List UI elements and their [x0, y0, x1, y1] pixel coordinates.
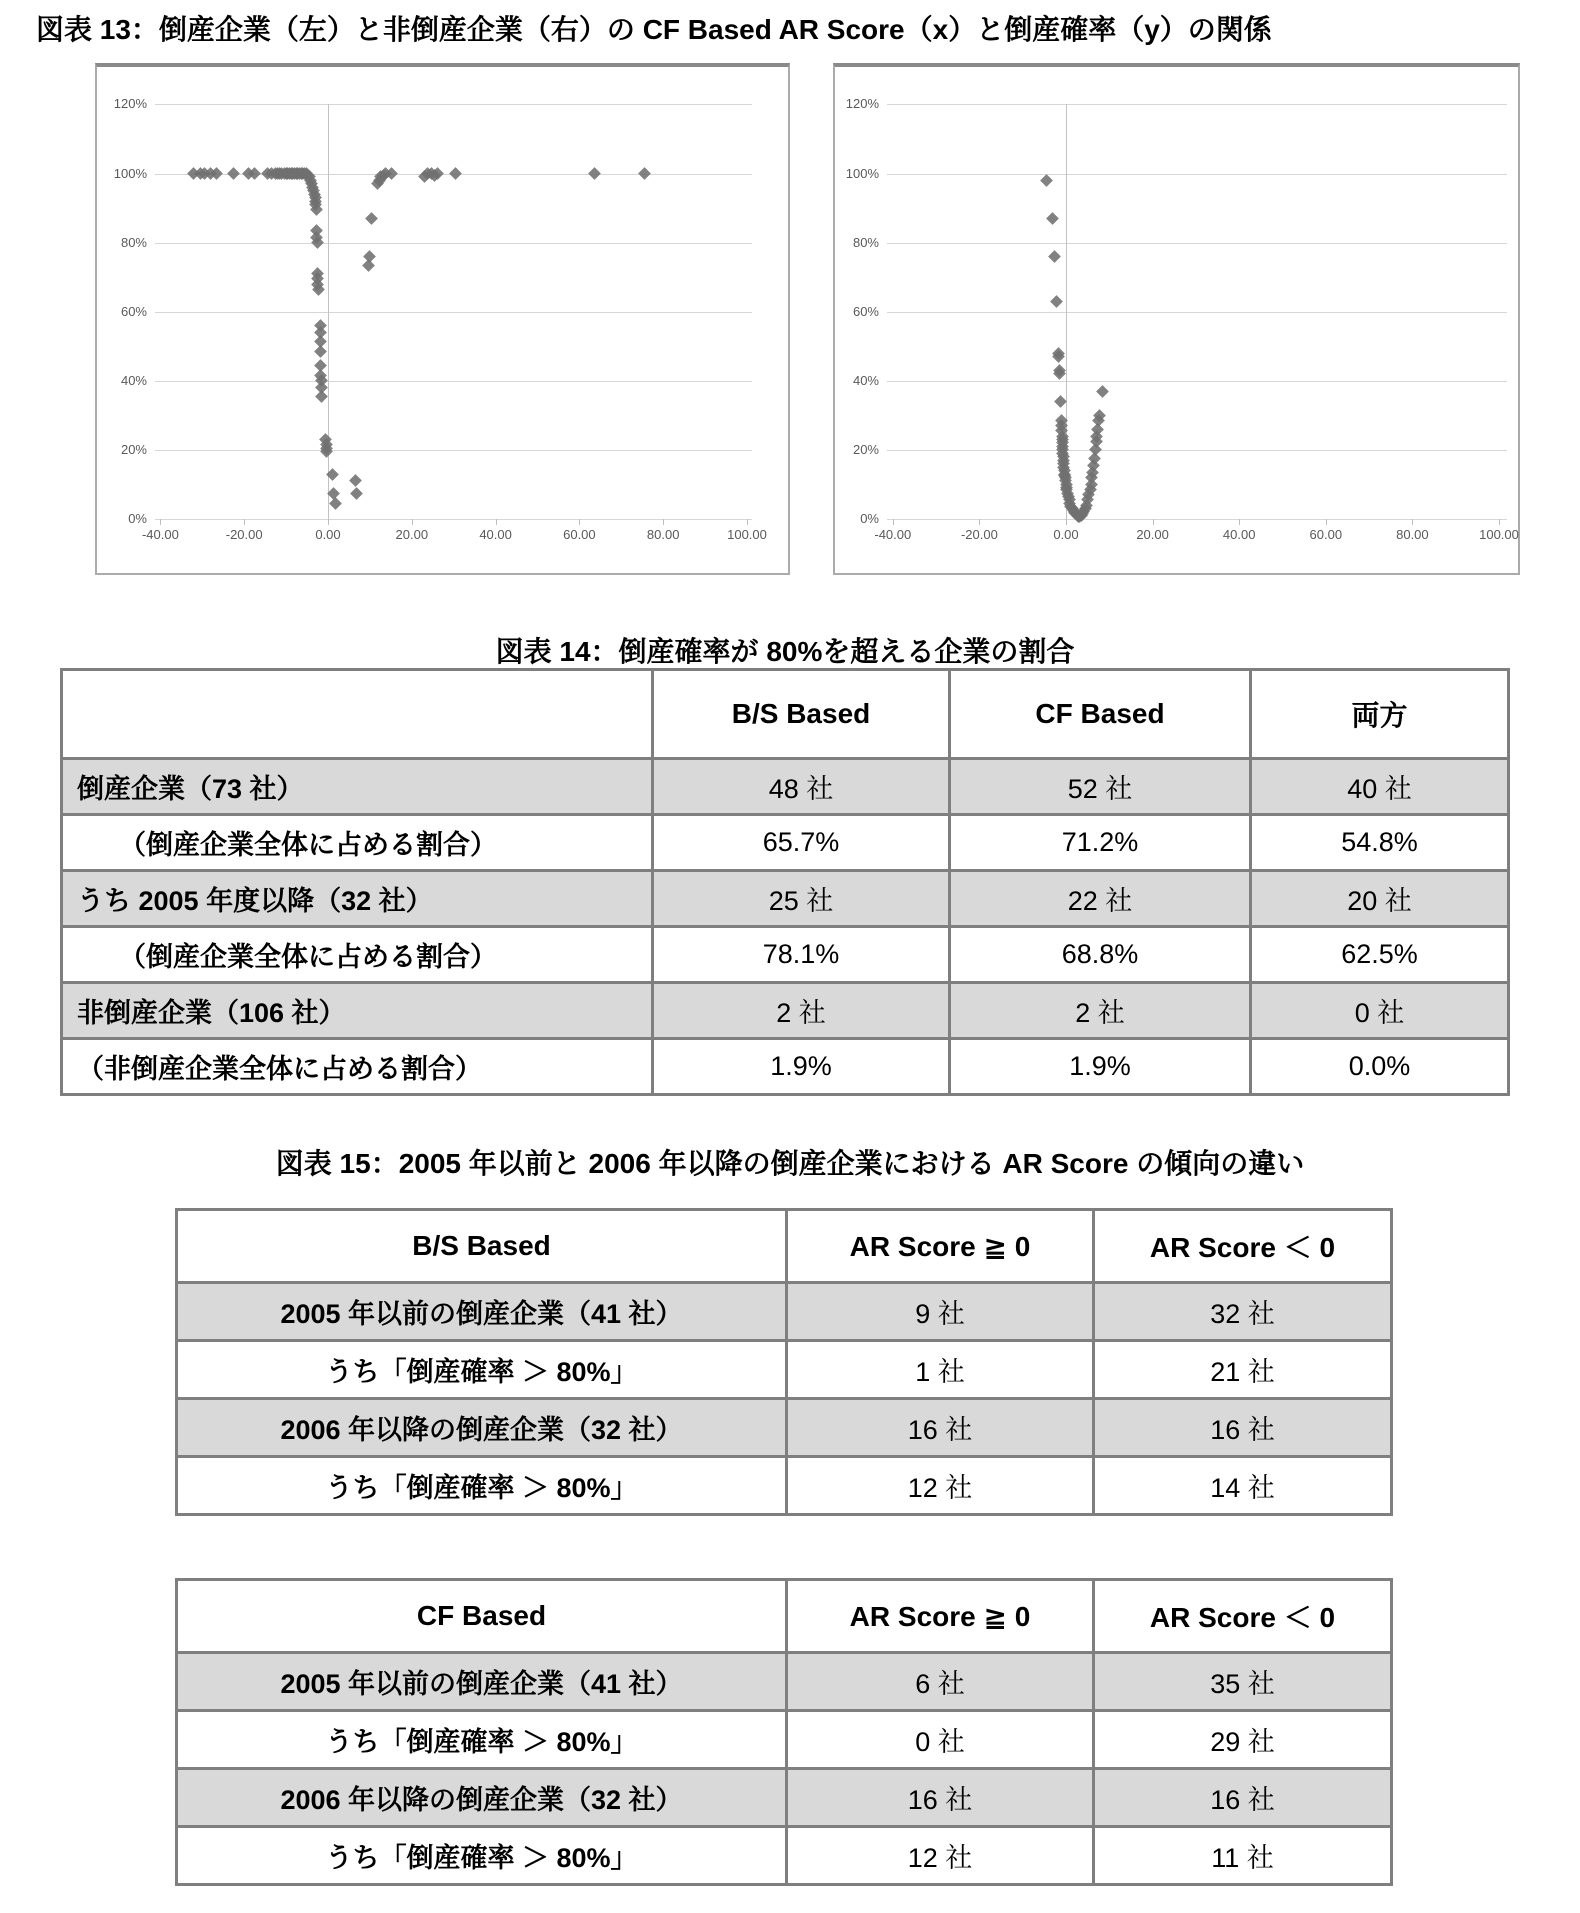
y-axis-tick-label: 20% — [852, 441, 879, 457]
x-axis-tick-label: 100.00 — [1479, 527, 1519, 542]
table-value-cell: 16 社 — [788, 1400, 1092, 1455]
x-axis-tick-label: 0.00 — [1053, 527, 1079, 542]
scatter-point — [449, 167, 462, 180]
table-value-cell: 2 社 — [654, 984, 948, 1037]
x-axis-tick — [1239, 519, 1240, 525]
table-value-cell: 14 社 — [1095, 1458, 1390, 1513]
x-axis-tick-label: -40.00 — [874, 527, 912, 542]
table-row-label: 非倒産企業（106 社） — [63, 984, 651, 1037]
x-axis-tick-label: -20.00 — [225, 527, 263, 542]
table-row-label: （非倒産企業全体に占める割合） — [63, 1040, 651, 1093]
y-axis-tick-label: 100% — [845, 165, 879, 181]
scatter-point — [350, 487, 363, 500]
nonbankrupt-scatter-chart — [833, 63, 1520, 575]
table-row-label: 2005 年以前の倒産企業（41 社） — [178, 1654, 785, 1709]
y-gridline — [887, 381, 1507, 382]
table-row-label: うち「倒産確率 ＞ 80%」 — [178, 1712, 785, 1767]
fig15-table-bs-based — [175, 1208, 1393, 1516]
y-axis-tick-label: 0% — [860, 511, 879, 526]
table-row-label: うち「倒産確率 ＞ 80%」 — [178, 1342, 785, 1397]
y-gridline — [155, 243, 752, 244]
y-gridline — [155, 450, 752, 451]
x-axis-tick — [893, 519, 894, 525]
y-gridline — [155, 381, 752, 382]
table-row-label: 2006 年以降の倒産企業（32 社） — [178, 1770, 785, 1825]
table-value-cell: 1.9% — [654, 1040, 948, 1093]
y-axis-tick-label: 120% — [113, 96, 147, 112]
scatter-point — [1040, 174, 1053, 187]
table-value-cell: 21 社 — [1095, 1342, 1390, 1397]
y-axis-tick-label: 80% — [120, 234, 147, 250]
table-value-cell: 0 社 — [1252, 984, 1507, 1037]
scatter-point — [329, 497, 342, 510]
scatter-point — [366, 212, 379, 225]
fig15-title: 図表 15：2005 年以前と 2006 年以降の倒産企業における AR Score の傾向の違い — [275, 1148, 1305, 1179]
x-axis-tick-label: 60.00 — [1309, 527, 1343, 542]
table-value-cell: 32 社 — [1095, 1284, 1390, 1339]
y-axis-tick-label: 120% — [845, 96, 879, 112]
x-axis-tick-label: 100.00 — [727, 527, 767, 542]
table-value-cell: 11 社 — [1095, 1828, 1390, 1883]
scatter-point — [314, 345, 327, 358]
scatter-point — [349, 475, 362, 488]
scatter-point — [1046, 212, 1059, 225]
table-value-cell: 1 社 — [788, 1342, 1092, 1397]
bankrupt-scatter-chart — [95, 63, 790, 575]
x-axis-tick — [579, 519, 580, 525]
table-value-cell: 25 社 — [654, 872, 948, 925]
table-header-cell: AR Score ＜ 0 — [1095, 1581, 1390, 1651]
table-header-cell: 両方 — [1252, 671, 1507, 757]
x-axis-tick-label: 40.00 — [1222, 527, 1256, 542]
table-header-cell: AR Score ＜ 0 — [1095, 1211, 1390, 1281]
scatter-point — [1050, 295, 1063, 308]
table-value-cell: 16 社 — [1095, 1770, 1390, 1825]
table-value-cell: 35 社 — [1095, 1654, 1390, 1709]
table-header-cell — [63, 671, 651, 757]
fig14-table — [60, 668, 1510, 1096]
scatter-point — [227, 167, 240, 180]
x-axis-tick-label: -20.00 — [960, 527, 998, 542]
x-axis-tick — [979, 519, 980, 525]
x-axis-tick — [412, 519, 413, 525]
x-axis-tick-label: -40.00 — [141, 527, 179, 542]
y-axis-tick-label: 60% — [852, 303, 879, 319]
y-gridline — [155, 104, 752, 105]
table-value-cell: 48 社 — [654, 760, 948, 813]
fig15-table-cf-based — [175, 1578, 1393, 1886]
table-value-cell: 12 社 — [788, 1828, 1092, 1883]
table-value-cell: 2 社 — [951, 984, 1249, 1037]
table-row-label: （倒産企業全体に占める割合） — [63, 816, 651, 869]
y-axis-tick-label: 0% — [128, 511, 147, 526]
table-header-cell: AR Score ≧ 0 — [788, 1581, 1092, 1651]
x-axis-tick-label: 20.00 — [395, 527, 429, 542]
y-gridline — [887, 450, 1507, 451]
scatter-point — [315, 390, 328, 403]
x-axis-tick — [328, 519, 329, 525]
table-value-cell: 68.8% — [951, 928, 1249, 981]
table-value-cell: 52 社 — [951, 760, 1249, 813]
table-value-cell: 16 社 — [788, 1770, 1092, 1825]
x-axis-tick — [1066, 519, 1067, 525]
x-axis-tick — [496, 519, 497, 525]
x-axis-tick-label: 0.00 — [315, 527, 341, 542]
y-gridline — [887, 312, 1507, 313]
y-axis-tick-label: 60% — [120, 303, 147, 319]
x-axis-tick — [1326, 519, 1327, 525]
x-axis-tick — [1153, 519, 1154, 525]
scatter-point — [638, 167, 651, 180]
x-axis-tick — [663, 519, 664, 525]
table-header-cell: B/S Based — [654, 671, 948, 757]
table-header-cell: CF Based — [178, 1581, 785, 1651]
y-axis-tick-label: 100% — [113, 165, 147, 181]
x-axis-tick-label: 40.00 — [479, 527, 512, 542]
x-axis-tick — [160, 519, 161, 525]
x-axis-tick-label: 80.00 — [1396, 527, 1429, 542]
y-axis-tick-label: 80% — [852, 234, 879, 250]
scatter-point — [1048, 250, 1061, 263]
table-value-cell: 1.9% — [951, 1040, 1249, 1093]
scatter-point — [362, 259, 375, 272]
table-header-cell: AR Score ≧ 0 — [788, 1211, 1092, 1281]
y-axis-tick-label: 40% — [852, 372, 879, 388]
x-axis-tick — [747, 519, 748, 525]
x-axis-tick-label: 20.00 — [1136, 527, 1169, 542]
table-value-cell: 9 社 — [788, 1284, 1092, 1339]
fig13-title: 図表 13：倒産企業（左）と非倒産企業（右）の CF Based AR Score（x）と倒産確率（y）の関係 — [36, 14, 1272, 45]
table-row-label: 2006 年以降の倒産企業（32 社） — [178, 1400, 785, 1455]
table-value-cell: 78.1% — [654, 928, 948, 981]
table-value-cell: 12 社 — [788, 1458, 1092, 1513]
scatter-point — [588, 167, 601, 180]
table-value-cell: 54.8% — [1252, 816, 1507, 869]
x-axis-tick — [244, 519, 245, 525]
x-axis-tick-label: 80.00 — [646, 527, 680, 542]
table-header-cell: CF Based — [951, 671, 1249, 757]
y-axis-tick-label: 40% — [120, 372, 147, 388]
table-value-cell: 65.7% — [654, 816, 948, 869]
table-value-cell: 0.0% — [1252, 1040, 1507, 1093]
table-row-label: 2005 年以前の倒産企業（41 社） — [178, 1284, 785, 1339]
table-row-label: 倒産企業（73 社） — [63, 760, 651, 813]
table-value-cell: 29 社 — [1095, 1712, 1390, 1767]
y-gridline — [155, 312, 752, 313]
x-axis-tick — [1499, 519, 1500, 525]
table-value-cell: 71.2% — [951, 816, 1249, 869]
table-value-cell: 62.5% — [1252, 928, 1507, 981]
table-value-cell: 40 社 — [1252, 760, 1507, 813]
y-gridline — [887, 104, 1507, 105]
table-row-label: （倒産企業全体に占める割合） — [63, 928, 651, 981]
table-header-cell: B/S Based — [178, 1211, 785, 1281]
x-axis-tick-label: 60.00 — [563, 527, 596, 542]
y-gridline — [887, 174, 1507, 175]
table-value-cell: 20 社 — [1252, 872, 1507, 925]
fig14-title: 図表 14：倒産確率が 80%を超える企業の割合 — [495, 636, 1075, 667]
zero-axis-line — [328, 104, 329, 519]
table-value-cell: 16 社 — [1095, 1400, 1390, 1455]
table-value-cell: 6 社 — [788, 1654, 1092, 1709]
y-axis-tick-label: 20% — [120, 441, 147, 457]
y-gridline — [887, 243, 1507, 244]
x-axis-tick — [1412, 519, 1413, 525]
scatter-point — [1096, 385, 1109, 398]
table-value-cell: 0 社 — [788, 1712, 1092, 1767]
table-value-cell: 22 社 — [951, 872, 1249, 925]
table-row-label: うち「倒産確率 ＞ 80%」 — [178, 1458, 785, 1513]
table-row-label: うち 2005 年度以降（32 社） — [63, 872, 651, 925]
table-row-label: うち「倒産確率 ＞ 80%」 — [178, 1828, 785, 1883]
